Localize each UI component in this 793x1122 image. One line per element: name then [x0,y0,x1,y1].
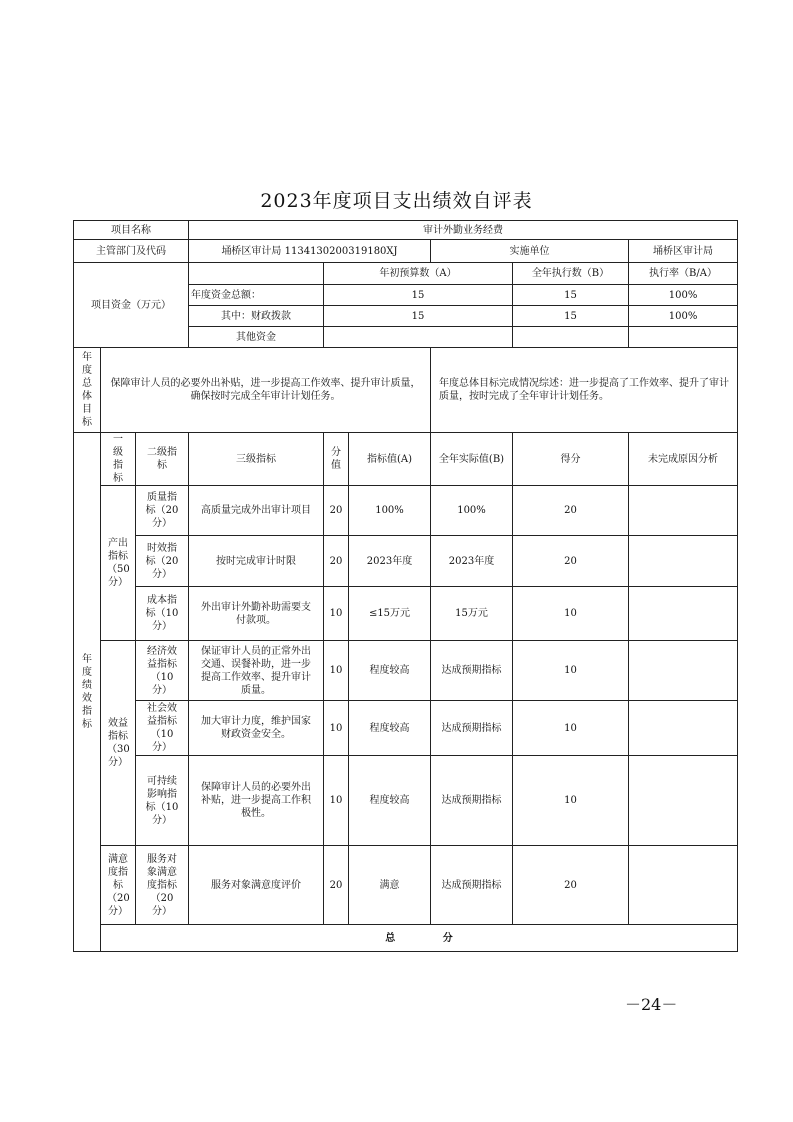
actual-cell: 达成预期指标 [431,756,513,846]
level2-cell: 时效指标（20分） [136,536,189,587]
total-row [74,925,738,952]
department-row [74,240,738,263]
funds-row-executed: 15 [513,306,629,327]
funds-row-budget [324,327,513,348]
indicator-row [74,641,738,701]
actual-cell: 达成预期指标 [431,701,513,756]
reason-cell [629,701,738,756]
total-label: 总 分 [101,925,738,952]
score-cell: 20 [513,486,629,536]
level2-cell: 社会效益指标（10分） [136,701,189,756]
level3-cell: 保障审计人员的必要外出补贴，进一步提高工作积极性。 [189,756,324,846]
indicator-row [74,846,738,925]
satisfaction-group-label: 满意度指标（20分） [101,846,136,925]
target-cell: 满意 [349,846,431,925]
reason-cell [629,846,738,925]
level3-cell: 外出审计外勤补助需要支付款项。 [189,587,324,641]
target-header: 指标值(A) [349,433,431,486]
level3-cell: 高质量完成外出审计项目 [189,486,324,536]
score-cell: 10 [513,701,629,756]
project-name-row [74,221,738,240]
actual-cell: 2023年度 [431,536,513,587]
level2-cell: 服务对象满意度指标（20分） [136,846,189,925]
executed-header: 全年执行数（B） [513,263,629,285]
funds-row-budget: 15 [324,306,513,327]
reason-header: 未完成原因分析 [629,433,738,486]
level3-cell: 按时完成审计时限 [189,536,324,587]
funds-row-label: 其中：财政拨款 [189,306,324,327]
funds-row-label: 年度资金总额： [189,285,324,306]
target-cell: 程度较高 [349,756,431,846]
reason-cell [629,587,738,641]
weight-cell: 10 [324,587,349,641]
indicator-row [74,587,738,641]
annual-goal-label: 年度总体目标 [74,348,101,433]
weight-cell: 20 [324,846,349,925]
target-cell: 2023年度 [349,536,431,587]
funds-header-row [74,263,738,285]
level3-cell: 加大审计力度，维护国家财政资金安全。 [189,701,324,756]
benefit-group-label: 效益指标（30分） [101,641,136,846]
weight-cell: 20 [324,536,349,587]
weight-cell: 10 [324,701,349,756]
weight-cell: 10 [324,641,349,701]
funds-row-rate: 100% [629,285,738,306]
score-cell: 20 [513,536,629,587]
target-cell: 程度较高 [349,701,431,756]
actual-cell: 达成预期指标 [431,846,513,925]
level2-cell: 成本指标（10分） [136,587,189,641]
funds-row-label: 其他资金 [189,327,324,348]
implementing-unit-value: 埇桥区审计局 [629,240,738,263]
performance-table [73,220,738,952]
level2-cell: 质量指标（20分） [136,486,189,536]
indicator-row [74,536,738,587]
annual-goal-plan: 保障审计人员的必要外出补贴，进一步提高工作效率、提升审计质量，确保按时完成全年审计计划任务。 [101,348,431,433]
weight-cell: 10 [324,756,349,846]
actual-header: 全年实际值(B) [431,433,513,486]
reason-cell [629,486,738,536]
indicators-section-label: 年度绩效指标 [74,433,101,952]
actual-cell: 达成预期指标 [431,641,513,701]
page-title: 2023年度项目支出绩效自评表 [260,190,533,212]
actual-cell: 15万元 [431,587,513,641]
funds-row-budget: 15 [324,285,513,306]
target-cell: 程度较高 [349,641,431,701]
execution-rate-header: 执行率（B/A） [629,263,738,285]
level1-header: 一级指标 [101,433,136,486]
indicator-row [74,486,738,536]
budget-header: 年初预算数（A） [324,263,513,285]
score-cell: 10 [513,641,629,701]
annual-goal-result: 年度总体目标完成情况综述：进一步提高了工作效率、提升了审计质量，按时完成了全年审计计划任务。 [431,348,738,433]
target-cell: 100% [349,486,431,536]
department-value: 埇桥区审计局 1134130200319180XJ [189,240,431,263]
reason-cell [629,536,738,587]
department-label: 主管部门及代码 [74,240,189,263]
funds-row-executed: 15 [513,285,629,306]
level3-header: 三级指标 [189,433,324,486]
actual-cell: 100% [431,486,513,536]
level2-cell: 经济效益指标（10分） [136,641,189,701]
output-group-label: 产出指标（50分） [101,486,136,641]
funds-label: 项目资金（万元） [74,263,189,348]
score-cell: 10 [513,587,629,641]
indicator-row [74,701,738,756]
reason-cell [629,756,738,846]
implementing-unit-label: 实施单位 [431,240,629,263]
reason-cell [629,641,738,701]
score-header: 得分 [513,433,629,486]
level3-cell: 保证审计人员的正常外出交通、误餐补助，进一步提高工作效率、提升审计质量。 [189,641,324,701]
score-cell: 10 [513,756,629,846]
project-name-label: 项目名称 [74,221,189,240]
annual-goal-row [74,348,738,433]
funds-row-executed [513,327,629,348]
level2-cell: 可持续影响指标（10分） [136,756,189,846]
funds-header-blank [189,263,324,285]
project-name-value: 审计外勤业务经费 [189,221,738,240]
funds-row-rate: 100% [629,306,738,327]
target-cell: ≤15万元 [349,587,431,641]
page-number: －24－ [625,995,678,1014]
level3-cell: 服务对象满意度评价 [189,846,324,925]
weight-header: 分值 [324,433,349,486]
indicator-header-row [74,433,738,486]
level2-header: 二级指标 [136,433,189,486]
weight-cell: 20 [324,486,349,536]
score-cell: 20 [513,846,629,925]
indicator-row [74,756,738,846]
funds-row-rate [629,327,738,348]
